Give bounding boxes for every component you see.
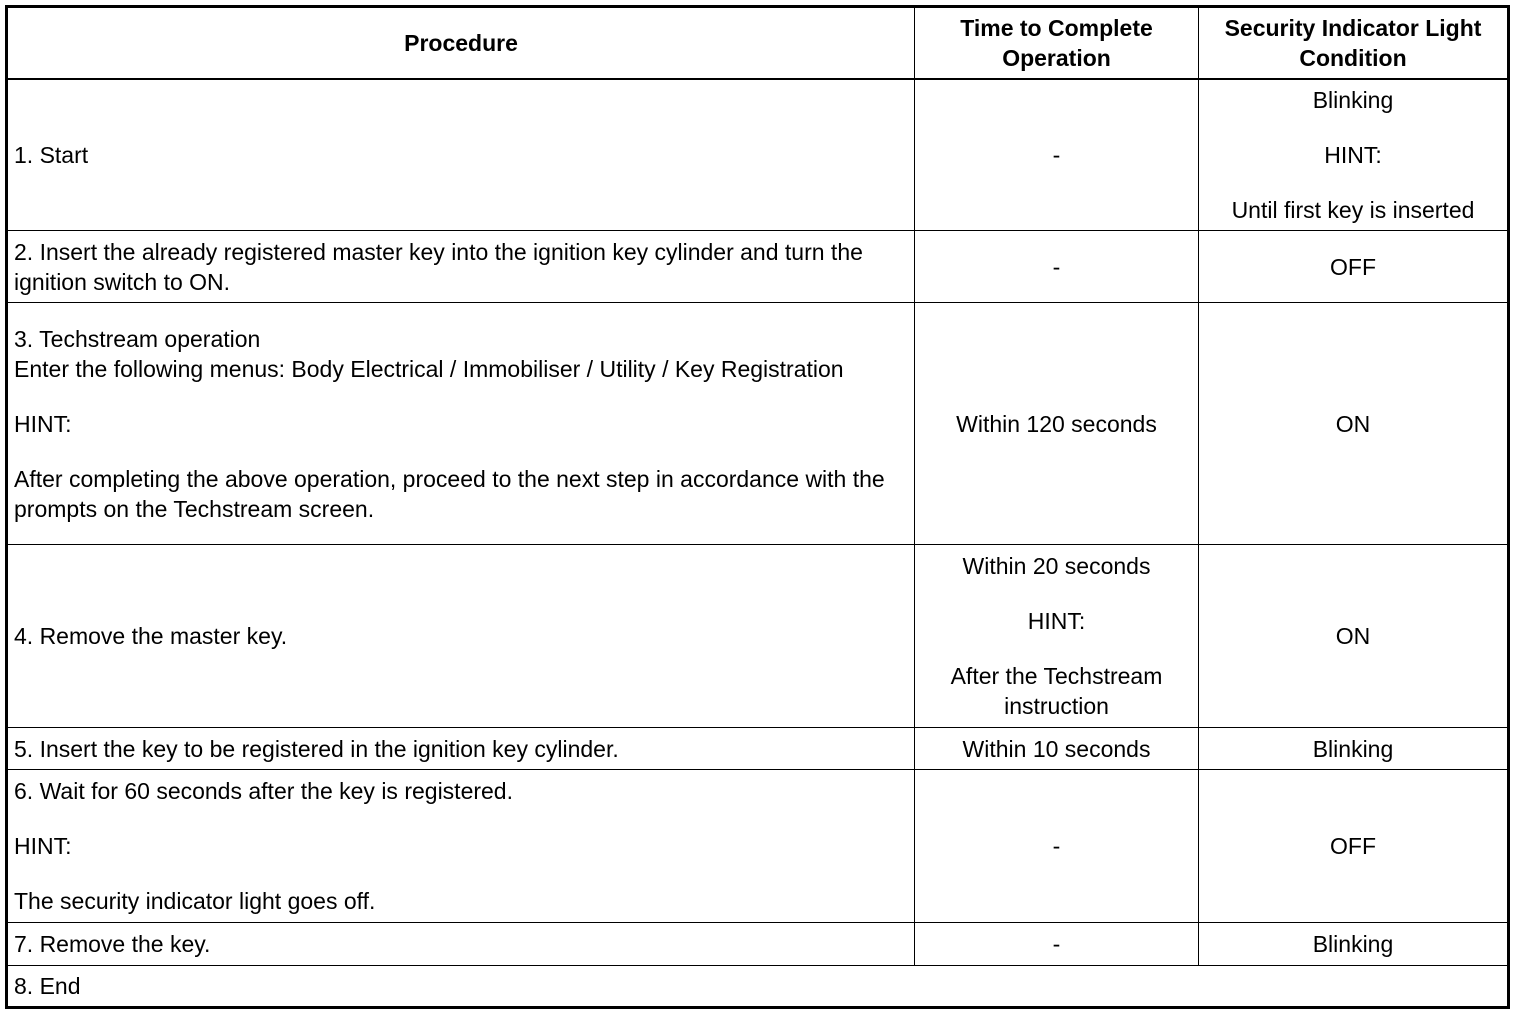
table-row [7, 79, 1509, 231]
time-cell: - [915, 231, 1199, 303]
time-cell: Within 10 seconds [915, 728, 1199, 770]
procedure-cell: 8. End [7, 966, 1509, 1008]
light-cell: OFF [1199, 770, 1509, 923]
light-cell: Blinking HINT: Until first key is inserted [1199, 79, 1509, 231]
table-row [7, 231, 1509, 303]
table-row [7, 770, 1509, 923]
time-cell: - [915, 923, 1199, 966]
time-cell: Within 120 seconds [915, 303, 1199, 545]
light-cell: ON [1199, 303, 1509, 545]
header-security-indicator: Security Indicator Light Condition [1199, 7, 1509, 79]
light-cell: OFF [1199, 231, 1509, 303]
header-row [7, 7, 1509, 79]
key-registration-table [5, 5, 1510, 1009]
header-procedure: Procedure [7, 7, 915, 79]
time-cell: - [915, 770, 1199, 923]
procedure-cell: 5. Insert the key to be registered in the ignition key cylinder. [7, 728, 915, 770]
light-cell: Blinking [1199, 923, 1509, 966]
header-time-to-complete: Time to Complete Operation [915, 7, 1199, 79]
procedure-cell: 2. Insert the already registered master key into the ignition key cylinder and turn the ignition switch to ON. [7, 231, 915, 303]
table-row [7, 923, 1509, 966]
procedure-cell: 7. Remove the key. [7, 923, 915, 966]
table-row [7, 303, 1509, 545]
procedure-cell: 4. Remove the master key. [7, 545, 915, 728]
light-cell: ON [1199, 545, 1509, 728]
table-row [7, 545, 1509, 728]
time-cell: Within 20 seconds HINT: After the Techstream instruction [915, 545, 1199, 728]
light-cell: Blinking [1199, 728, 1509, 770]
procedure-cell: 1. Start [7, 79, 915, 231]
procedure-cell: 3. Techstream operation Enter the following menus: Body Electrical / Immobiliser / Utility / Key Registration HINT: After completing the above operation, proceed to the next step in accordance with the prompts on the Techstream screen. [7, 303, 915, 545]
procedure-cell: 6. Wait for 60 seconds after the key is registered. HINT: The security indicator light goes off. [7, 770, 915, 923]
table-row [7, 728, 1509, 770]
time-cell: - [915, 79, 1199, 231]
table-row [7, 966, 1509, 1008]
